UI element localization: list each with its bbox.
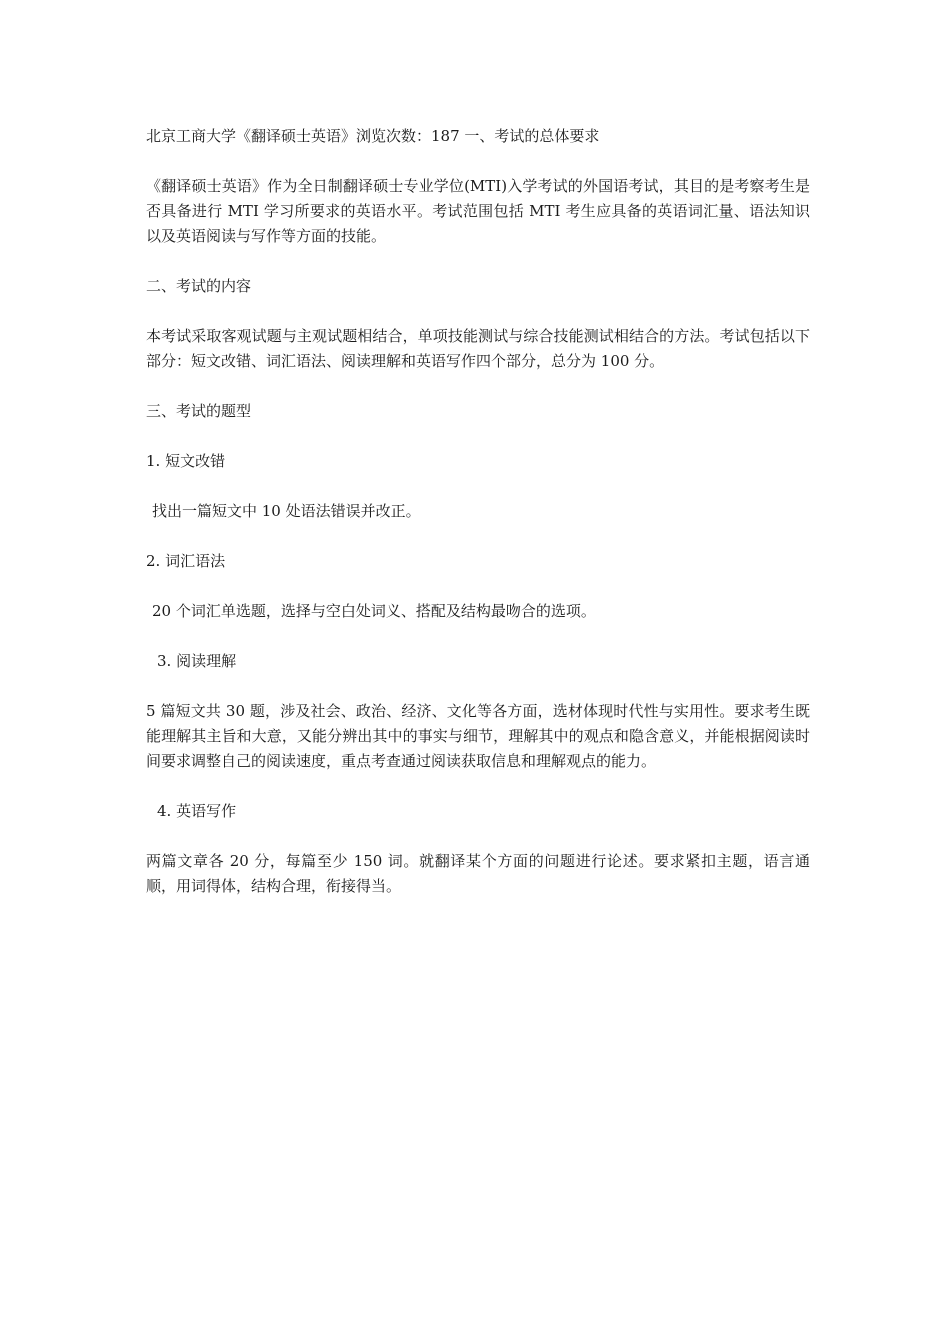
paragraph-general-requirements: 《翻译硕士英语》作为全日制翻译硕士专业学位(MTI)入学考试的外国语考试，其目的是考察考生是否具备进行 MTI 学习所要求的英语水平。考试范围包括 MTI 考生应具备的英语词汇量、语法知识以及英语阅读与写作等方面的技能。	[146, 177, 810, 245]
paragraph-exam-content: 本考试采取客观试题与主观试题相结合，单项技能测试与综合技能测试相结合的方法。考试包括以下部分：短文改错、词汇语法、阅读理解和英语写作四个部分，总分为 100 分。	[146, 327, 810, 370]
document-page	[146, 124, 810, 924]
item-3-title: 3. 阅读理解	[157, 652, 237, 670]
item-4-title: 4. 英语写作	[157, 802, 237, 820]
section-heading-question-types: 三、考试的题型	[146, 402, 252, 420]
item-1-description: 找出一篇短文中 10 处语法错误并改正。	[152, 502, 421, 520]
item-2-title: 2. 词汇语法	[146, 552, 226, 570]
item-2-description: 20 个词汇单选题，选择与空白处词义、搭配及结构最吻合的选项。	[152, 602, 596, 620]
section-heading-content: 二、考试的内容	[146, 277, 252, 295]
item-1-title: 1. 短文改错	[146, 452, 226, 470]
document-title-line: 北京工商大学《翻译硕士英语》浏览次数：187 一、考试的总体要求	[146, 127, 600, 145]
item-3-description: 5 篇短文共 30 题，涉及社会、政治、经济、文化等各方面，选材体现时代性与实用性。要求考生既能理解其主旨和大意，又能分辨出其中的事实与细节，理解其中的观点和隐含意义，并能根据阅读时间要求调整自己的阅读速度，重点考查通过阅读获取信息和理解观点的能力。	[146, 702, 810, 770]
item-4-description: 两篇文章各 20 分，每篇至少 150 词。就翻译某个方面的问题进行论述。要求紧扣主题，语言通顺，用词得体，结构合理，衔接得当。	[146, 852, 810, 895]
